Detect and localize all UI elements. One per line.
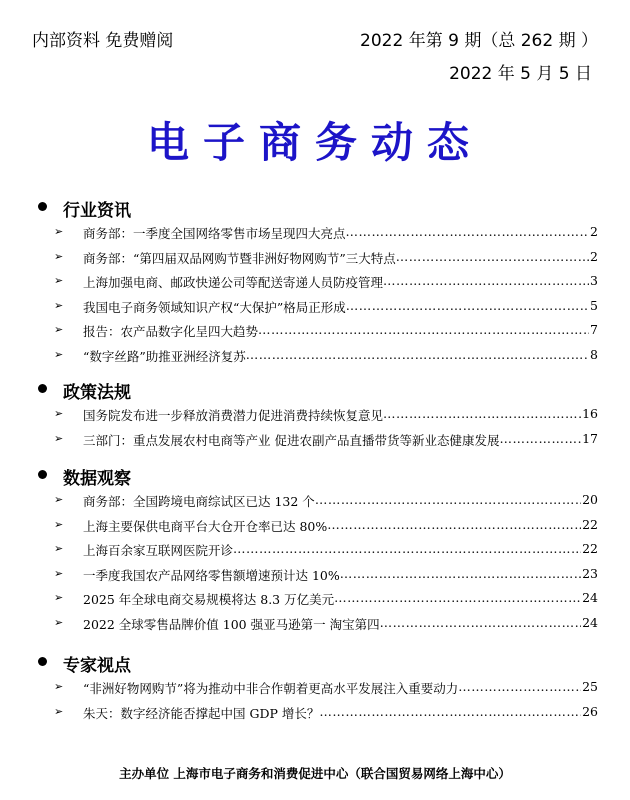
entry-title: 2025 年全球电商交易规模将达 8.3 万亿美元 [83, 592, 335, 607]
dot-leader [383, 273, 589, 291]
page-number: 3 [590, 273, 598, 288]
dot-leader [233, 541, 581, 559]
entry-title: 上海主要保供电商平台大仓开仓率已达 80% [83, 518, 328, 534]
page-number: 24 [582, 590, 598, 605]
toc-entry[interactable] [38, 586, 598, 611]
toc-entry[interactable] [38, 513, 598, 538]
arrow-icon: ➢ [54, 542, 64, 555]
dot-leader [383, 406, 581, 424]
arrow-icon: ➢ [54, 591, 64, 604]
entry-title: 商务部：一季度全国网络零售市场呈现四大亮点 [83, 226, 346, 241]
arrow-icon: ➢ [54, 274, 64, 287]
dot-leader [346, 224, 590, 242]
toc-entry[interactable] [38, 427, 598, 452]
dot-leader [334, 590, 581, 608]
toc-entry[interactable] [38, 488, 598, 513]
entry-title: 商务部：全国跨境电商综试区已达 132 个 [83, 494, 315, 509]
bullet-icon [38, 202, 47, 211]
dot-leader [319, 704, 581, 722]
dot-leader [246, 347, 589, 365]
entry-title: 我国电子商务领域知识产权“大保护”格局正形成 [83, 299, 346, 315]
arrow-icon: ➢ [54, 298, 64, 312]
page-number: 8 [590, 346, 598, 362]
dot-leader [380, 615, 582, 633]
entry-title: 商务部：“第四届双品网购节暨非洲好物网购节”三大特点 [83, 250, 396, 266]
dot-leader [396, 249, 589, 267]
page-number: 20 [582, 492, 598, 507]
page-number: 16 [582, 406, 598, 421]
toc-section-expert-views [38, 651, 598, 724]
toc-section-data [38, 464, 598, 635]
entry-title: 三部门：重点发展农村电商等产业 促进农副产品直播带货等新业态健康发展 [83, 432, 500, 448]
dot-leader [327, 517, 581, 535]
arrow-icon: ➢ [54, 517, 64, 531]
toc-entry[interactable] [38, 294, 598, 319]
dot-leader [499, 431, 581, 449]
toc-entry[interactable] [38, 675, 598, 700]
section-title: 专家视点 [63, 656, 131, 676]
entry-title: 国务院发布进一步释放消费潜力促进消费持续恢复意见 [83, 408, 384, 423]
bullet-icon [38, 657, 47, 666]
dot-leader [346, 298, 589, 316]
page-number: 25 [582, 679, 598, 694]
toc-entry[interactable] [38, 220, 598, 245]
publication-note: 内部资料 免费赠阅 [32, 31, 174, 51]
dot-leader [315, 492, 581, 510]
arrow-icon: ➢ [54, 680, 64, 693]
arrow-icon: ➢ [54, 493, 64, 506]
entry-title: 一季度我国农产品网络零售额增速预计达 10% [83, 567, 340, 583]
page-number: 23 [582, 565, 598, 581]
page-number: 22 [582, 541, 598, 556]
entry-title: “非洲好物网购节”将为推动中非合作朝着更高水平发展注入重要动力 [83, 681, 459, 696]
toc-entry[interactable] [38, 700, 598, 725]
section-title: 行业资讯 [63, 201, 131, 221]
page-number: 26 [582, 703, 598, 719]
toc-entry[interactable] [38, 318, 598, 343]
section-title: 数据观察 [63, 469, 131, 489]
page-number: 7 [590, 322, 598, 337]
entry-title: “数字丝路”助推亚洲经济复苏 [83, 348, 246, 364]
toc-section-industry-news [38, 196, 598, 367]
page-number: 2 [590, 224, 598, 239]
dot-leader [458, 679, 581, 697]
arrow-icon: ➢ [54, 225, 64, 238]
publisher-footer: 主办单位 上海市电子商务和消费促进中心（联合国贸易网络上海中心） [119, 766, 511, 781]
page-number: 22 [582, 516, 598, 532]
toc-section-policy [38, 378, 598, 451]
bullet-icon [38, 470, 47, 479]
toc-entry[interactable] [38, 245, 598, 270]
toc-entry[interactable] [38, 402, 598, 427]
issue-number: 2022 年第 9 期（总 262 期 ） [360, 31, 598, 51]
arrow-icon: ➢ [54, 323, 64, 336]
toc-entry[interactable] [38, 611, 598, 636]
dot-leader [258, 322, 589, 340]
entry-title: 2022 全球零售品牌价值 100 强亚马逊第一 淘宝第四 [83, 616, 380, 632]
section-title: 政策法规 [63, 383, 131, 403]
entry-title: 报告：农产品数字化呈四大趋势 [83, 324, 259, 339]
arrow-icon: ➢ [54, 347, 64, 361]
arrow-icon: ➢ [54, 615, 64, 629]
arrow-icon: ➢ [54, 704, 64, 718]
bullet-icon [38, 384, 47, 393]
entry-title: 朱天：数字经济能否撑起中国 GDP 增长？ [83, 705, 320, 721]
page-number: 5 [590, 297, 598, 313]
masthead-title: 电子商务动态 [146, 118, 483, 167]
arrow-icon: ➢ [54, 249, 64, 263]
toc-entry[interactable] [38, 537, 598, 562]
arrow-icon: ➢ [54, 407, 64, 420]
section-heading [38, 196, 598, 220]
page-number: 2 [590, 248, 598, 264]
section-heading [38, 464, 598, 488]
toc-entry[interactable] [38, 562, 598, 587]
entry-title: 上海百余家互联网医院开诊 [83, 543, 234, 558]
section-heading [38, 378, 598, 402]
page-number: 24 [582, 614, 598, 630]
arrow-icon: ➢ [54, 566, 64, 580]
entry-title: 上海加强电商、邮政快递公司等配送寄递人员防疫管理 [83, 275, 384, 290]
toc-entry[interactable] [38, 269, 598, 294]
page-number: 17 [582, 430, 598, 446]
section-heading [38, 651, 598, 675]
arrow-icon: ➢ [54, 431, 64, 445]
toc-entry[interactable] [38, 343, 598, 368]
dot-leader [340, 566, 581, 584]
issue-date: 2022 年 5 月 5 日 [449, 64, 592, 84]
